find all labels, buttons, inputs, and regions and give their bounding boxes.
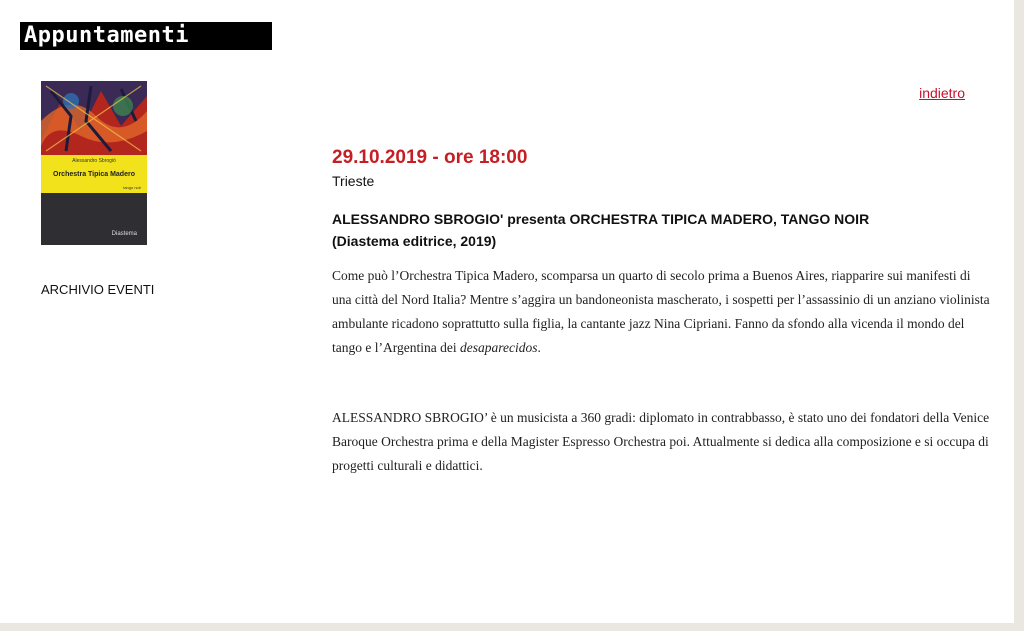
- cover-subtitle: tango noir: [123, 185, 141, 190]
- cover-title-band: [41, 155, 147, 193]
- event-date: 29.10.2019 - ore 18:00: [332, 147, 528, 168]
- book-cover-image[interactable]: [41, 81, 147, 245]
- cover-artwork: [41, 81, 147, 155]
- event-description-italic: desaparecidos: [459, 340, 538, 355]
- event-detail: [332, 146, 992, 478]
- cover-publisher: Diastema: [111, 231, 137, 237]
- event-headline-line2: (Diastema editrice, 2019): [332, 233, 497, 249]
- cover-title: Orchestra Tipica Madero: [53, 171, 135, 178]
- archive-events-link[interactable]: ARCHIVIO EVENTI: [41, 282, 155, 297]
- cover-bottom: [41, 193, 147, 245]
- section-banner: Appuntamenti: [20, 22, 272, 50]
- author-bio: ALESSANDRO SBROGIO’ è un musicista a 360 gradi: diplomato in contrabbasso, è stato uno dei fondatori della Venice Baroque Orchestra prima e della Magister Espresso Orchestra poi. Attualmente si dedica alla composizione e si occupa di progetti culturali e didattici.: [332, 410, 990, 473]
- event-headline: [332, 208, 992, 252]
- cover-author: Alessandro Sbrogiò: [72, 158, 116, 164]
- event-description: [332, 264, 992, 360]
- event-city: Trieste: [332, 173, 375, 189]
- back-link[interactable]: indietro: [919, 85, 965, 101]
- event-headline-line1: ALESSANDRO SBROGIO' presenta ORCHESTRA TIPICA MADERO, TANGO NOIR: [332, 211, 870, 227]
- event-description-end: .: [537, 340, 541, 355]
- event-description-main: Come può l’Orchestra Tipica Madero, scomparsa un quarto di secolo prima a Buenos Aires, riapparire sui manifesti di una città del Nord Italia? Mentre s’aggira un bandoneonista mascherato, i sospetti per l’assassinio di un anziano violinista ambulante ricadono soprattutto sulla figlia, la cantante jazz Nina Cipriani. Fanno da sfondo alla vicenda il mondo del tango e l’Argentina dei: [332, 268, 990, 355]
